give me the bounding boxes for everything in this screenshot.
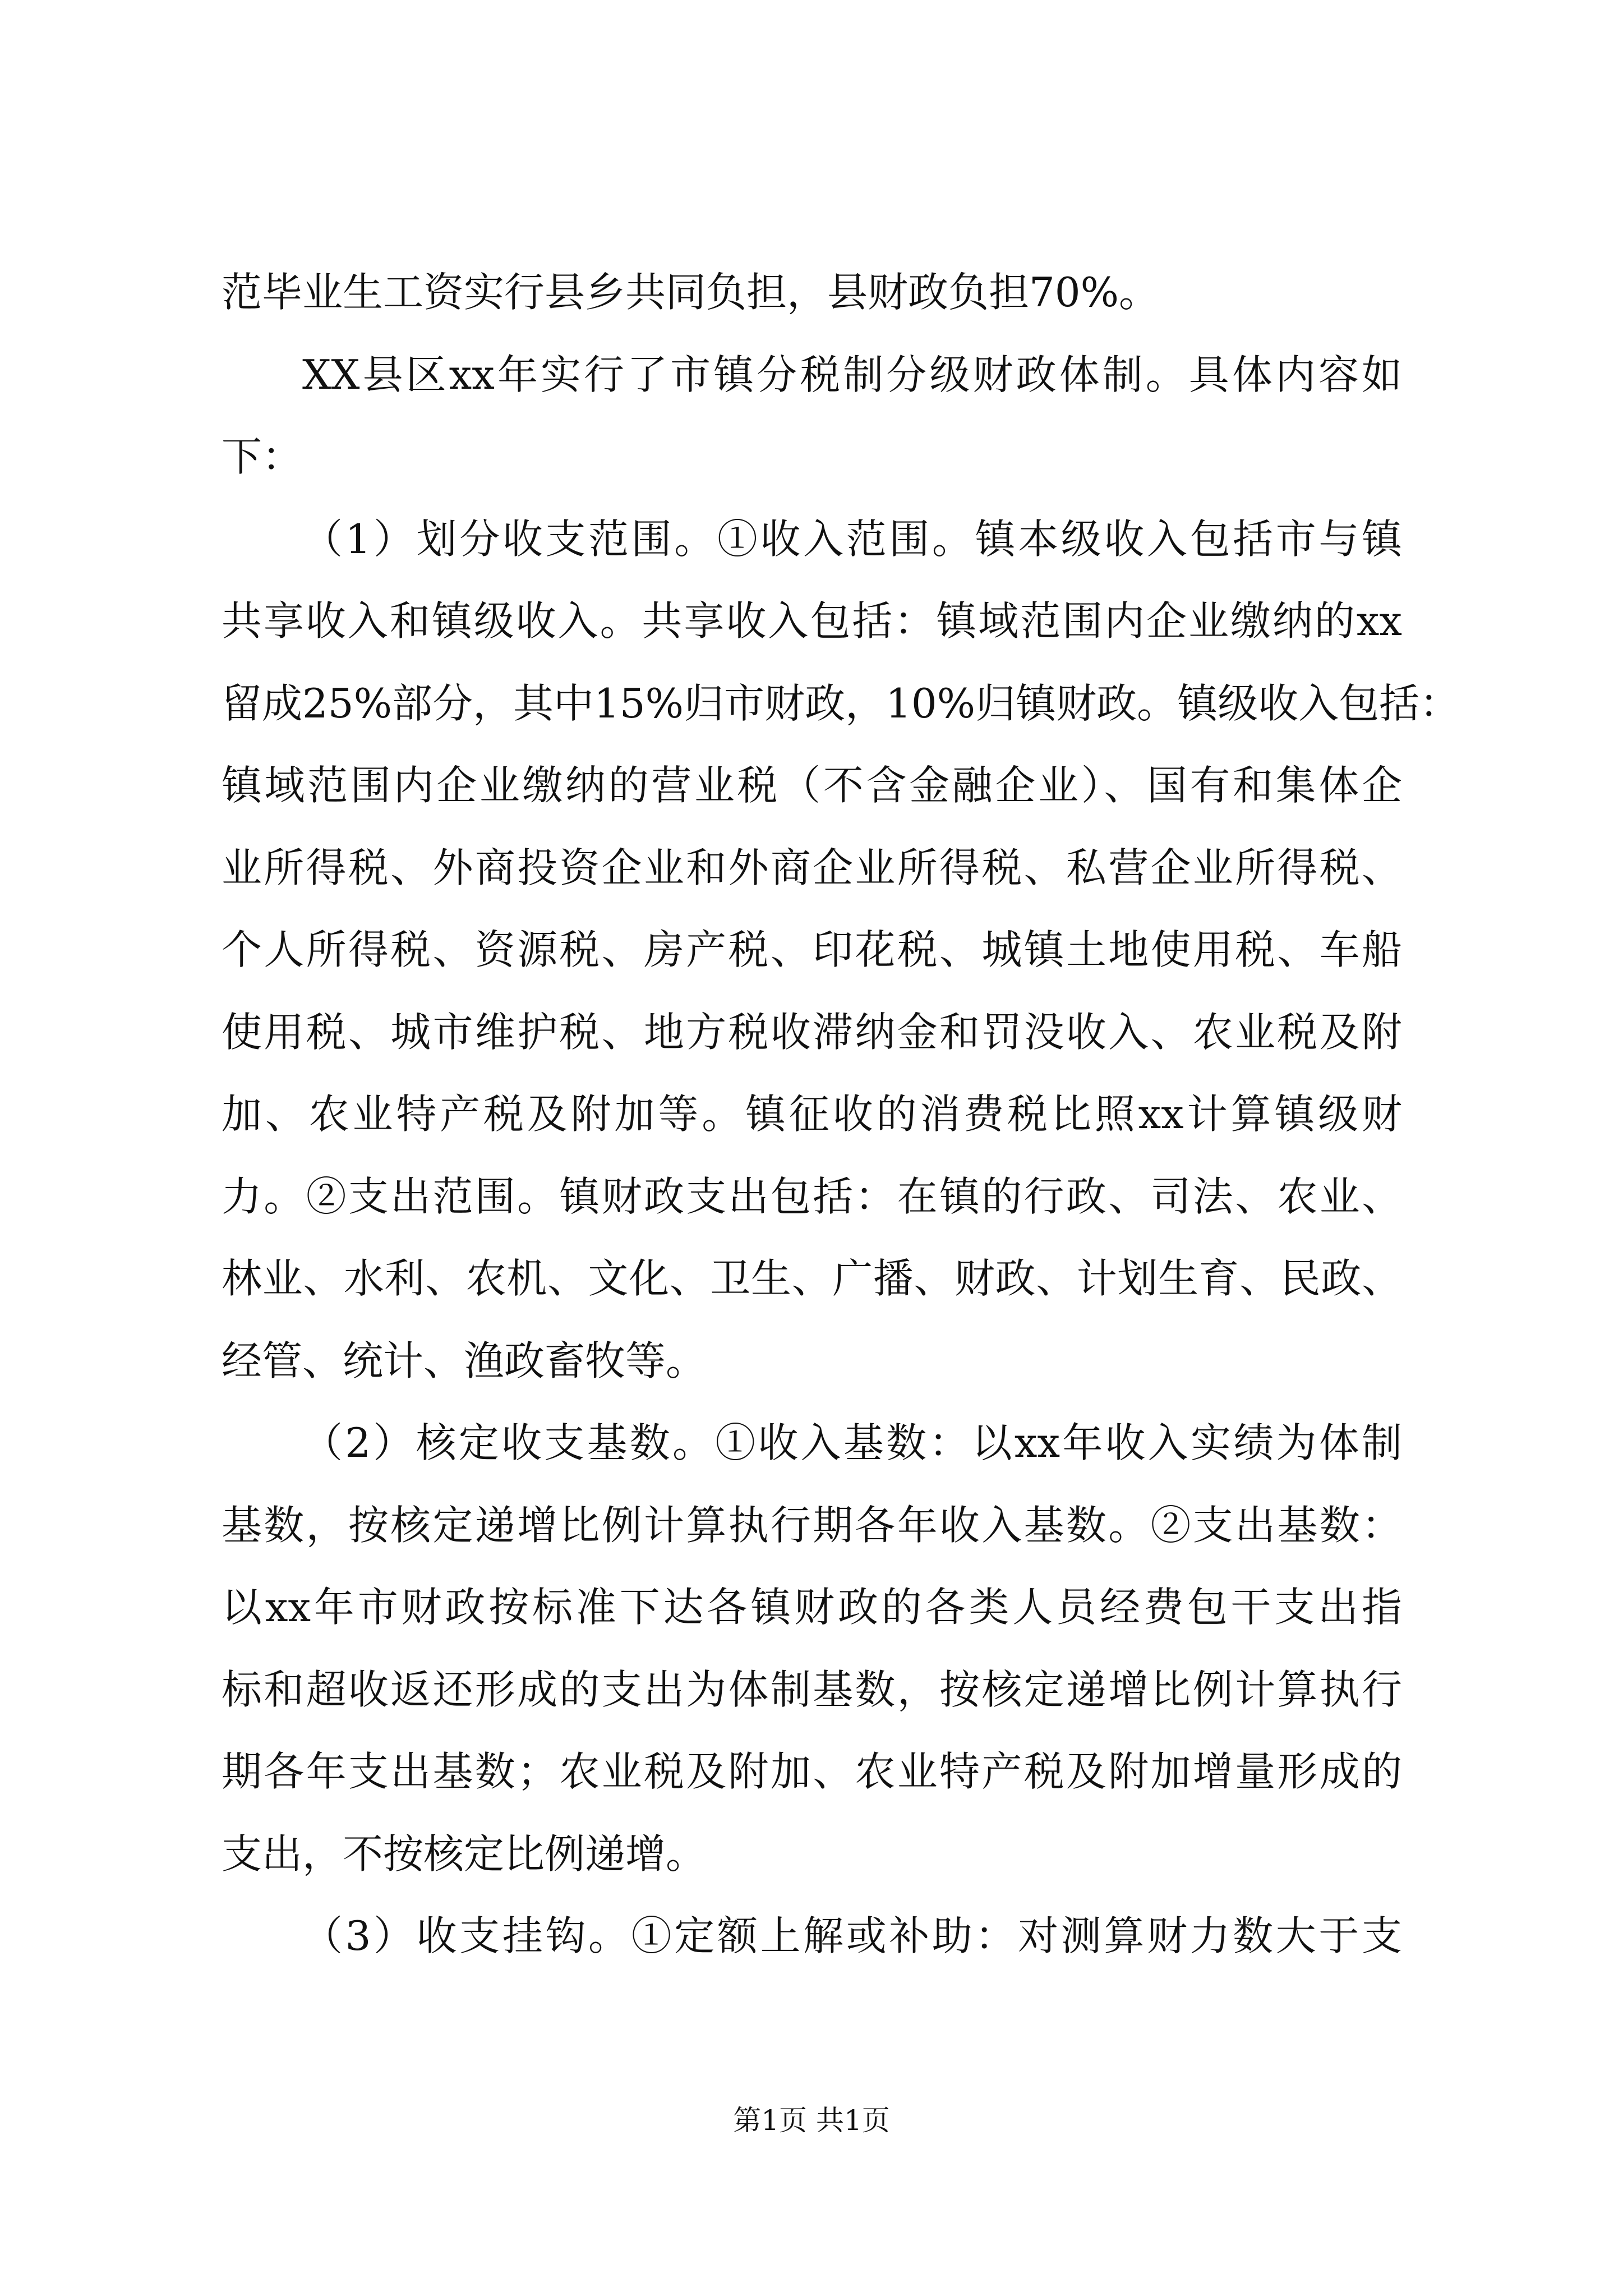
text-line: 加、农业特产税及附加等。镇征收的消费税比照xx计算镇级财 [222,1091,1402,1138]
text-line: 以xx年市财政按标准下达各镇财政的各类人员经费包干支出指 [222,1584,1402,1631]
text-line: 基数，按核定递增比例计算执行期各年收入基数。②支出基数： [222,1501,1402,1549]
text-line: （2）核定收支基数。①收入基数：以xx年收入实绩为体制 [302,1419,1402,1466]
text-line: 镇域范围内企业缴纳的营业税（不含金融企业）、国有和集体企 [222,762,1402,809]
text-line: （3）收支挂钩。①定额上解或补助：对测算财力数大于支 [302,1912,1402,1959]
text-line: 力。②支出范围。镇财政支出包括：在镇的行政、司法、农业、 [222,1172,1402,1220]
text-line: （1）划分收支范围。①收入范围。镇本级收入包括市与镇 [302,515,1402,563]
text-line: 下： [222,433,303,480]
page-footer [0,2101,1623,2140]
document-body [222,251,1460,1977]
text-line: 业所得税、外商投资企业和外商企业所得税、私营企业所得税、 [222,844,1402,891]
text-line: 期各年支出基数；农业税及附加、农业特产税及附加增量形成的 [222,1748,1402,1795]
page-number-label: 第1页 共1页 [733,2104,890,2137]
text-line: 个人所得税、资源税、房产税、印花税、城镇土地使用税、车船 [222,926,1402,973]
text-line: 范毕业生工资实行县乡共同负担，县财政负担70%。 [222,269,1160,316]
text-line: 标和超收返还形成的支出为体制基数，按核定递增比例计算执行 [222,1665,1402,1713]
text-line: 留成25%部分，其中15%归市财政，10%归镇财政。镇级收入包括： [222,679,1460,727]
text-line: XX县区xx年实行了市镇分税制分级财政体制。具体内容如 [302,351,1402,398]
text-line: 使用税、城市维护税、地方税收滞纳金和罚没收入、农业税及附 [222,1008,1402,1056]
text-line: 经管、统计、渔政畜牧等。 [222,1337,707,1384]
text-line: 支出，不按核定比例递增。 [222,1830,707,1878]
text-line: 共享收入和镇级收入。共享收入包括：镇域范围内企业缴纳的xx [222,597,1402,645]
text-line: 林业、水利、农机、文化、卫生、广播、财政、计划生育、民政、 [222,1255,1402,1302]
